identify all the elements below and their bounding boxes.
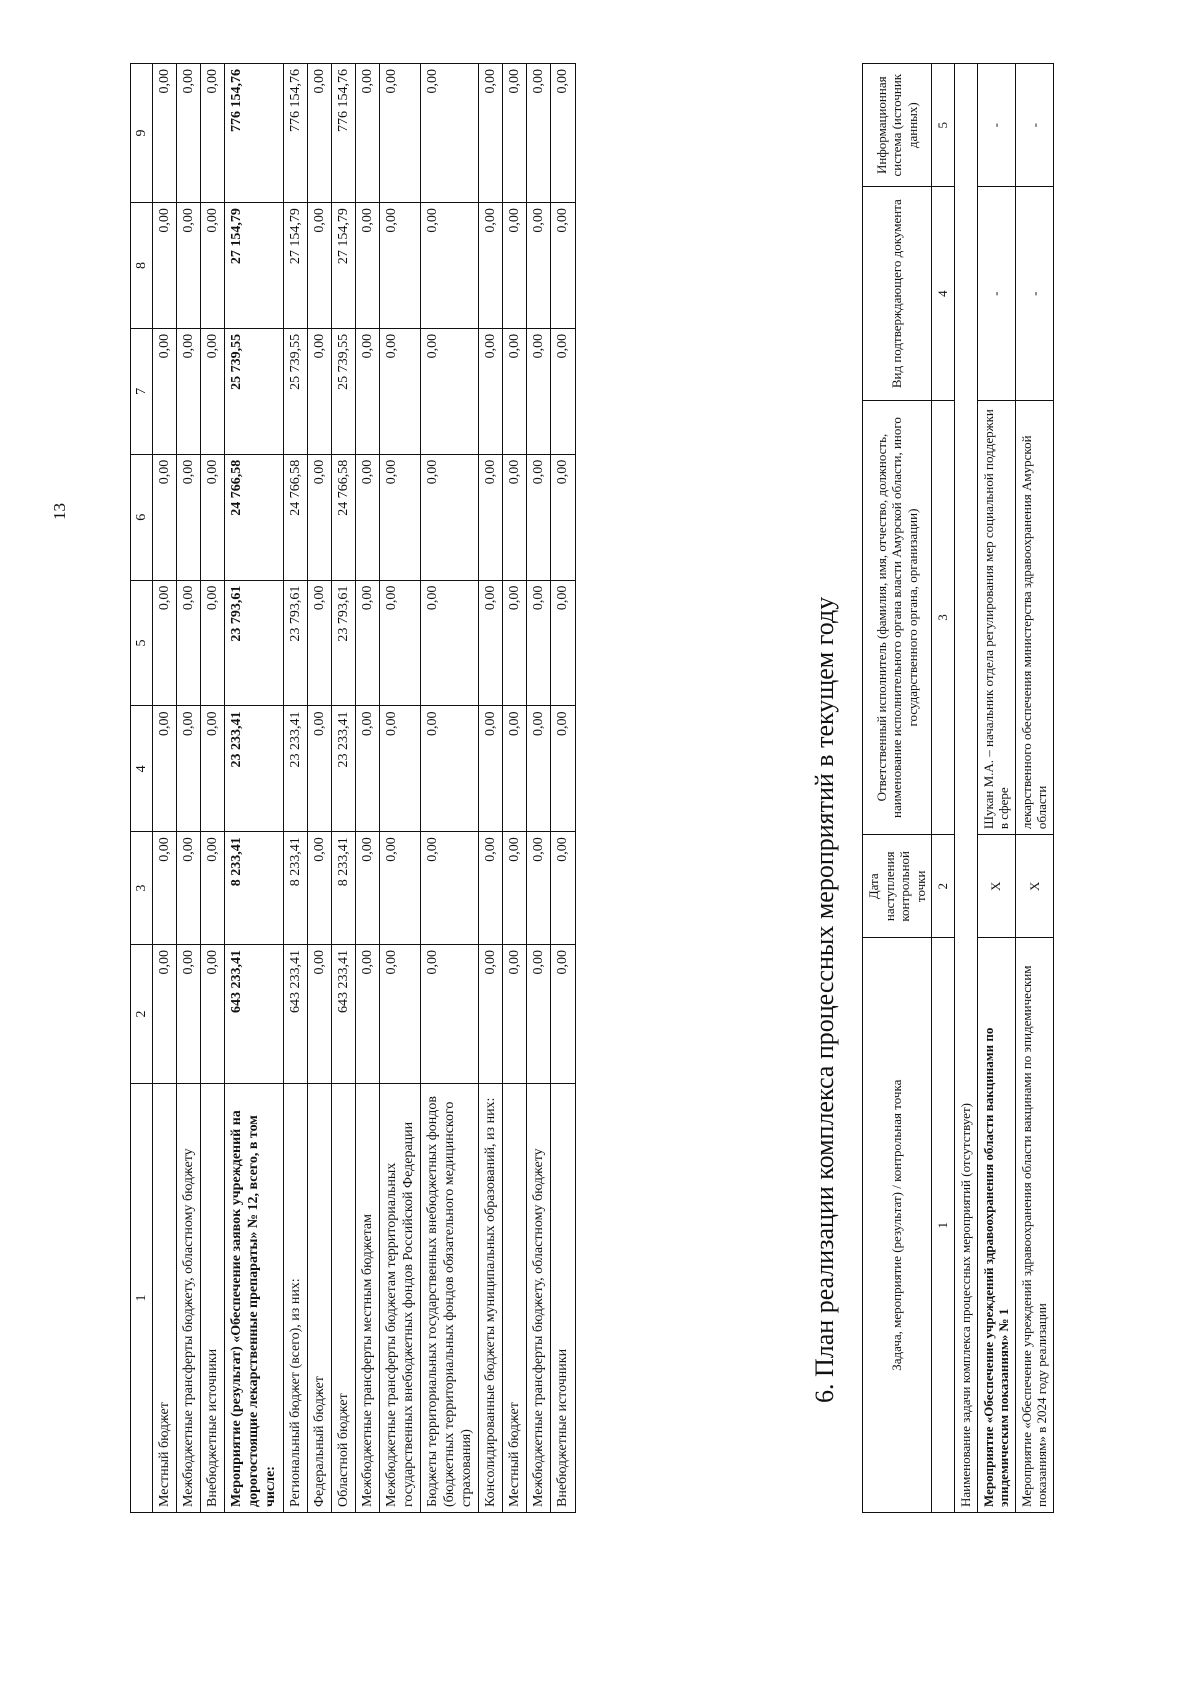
table-cell-value: 0,00 [177,454,201,580]
table-cell-value: 0,00 [527,203,551,329]
table-cell-value: 0,00 [527,454,551,580]
plan-cell-5: - [977,64,1015,187]
table-cell-value: 0,00 [153,64,177,203]
table-cell-value: 0,00 [355,706,379,832]
plan-header-number-4: 4 [932,187,955,401]
row-label: Межбюджетные трансферты бюджету, областному бюджету [527,1084,551,1513]
table-cell-value: 0,00 [307,580,331,706]
row-label: Мероприятие (результат) «Обеспечение заявок учреждений на дорогостоящие лекарственные препараты» № 12, всего, в том числе: [225,1084,283,1513]
table-cell-value: 0,00 [479,454,503,580]
table-cell-value: 0,00 [355,580,379,706]
budget-header-9: 9 [131,64,153,203]
table-cell-value: 0,00 [177,64,201,203]
plan-cell-5: - [1015,64,1053,187]
table-cell-value: 0,00 [177,832,201,945]
budget-header-1: 1 [131,1084,153,1513]
plan-cell-2: X [977,835,1015,938]
table-cell-value: 23 233,41 [225,706,283,832]
plan-table-body [954,64,1053,1513]
table-cell-value: 0,00 [355,454,379,580]
row-label: Межбюджетные трансферты бюджету, областному бюджету [177,1084,201,1513]
table-cell-value: 0,00 [379,328,420,454]
table-cell-value: 0,00 [379,203,420,329]
table-cell-value: 0,00 [177,580,201,706]
table-cell-value: 0,00 [153,832,177,945]
plan-cell-4: - [977,187,1015,401]
table-cell-value: 0,00 [479,945,503,1084]
table-cell-value: 8 233,41 [331,832,355,945]
plan-task-row [954,64,977,1513]
row-label: Межбюджетные трансферты бюджетам территориальных государственных внебюджетных фондов Российской Федерации [379,1084,420,1513]
table-cell-value: 0,00 [551,945,575,1084]
table-cell-value: 25 739,55 [283,328,307,454]
table-cell-value: 0,00 [551,328,575,454]
table-cell-value: 0,00 [527,328,551,454]
table-cell-value: 27 154,79 [283,203,307,329]
table-cell-value: 0,00 [527,64,551,203]
table-cell-value: 0,00 [153,454,177,580]
table-cell-value: 0,00 [421,580,479,706]
table-cell-value: 0,00 [201,454,225,580]
section-heading [810,103,840,1403]
table-row [307,64,331,1513]
table-cell-value: 0,00 [421,945,479,1084]
plan-header-document: Вид подтверждающего документа [863,187,932,401]
plan-header-task: Задача, мероприятие (результат) / контрольная точка [863,938,932,1513]
table-cell-value: 0,00 [201,203,225,329]
table-cell-value: 0,00 [503,454,527,580]
plan-header-number-1: 1 [932,938,955,1513]
table-cell-value: 0,00 [551,832,575,945]
plan-cell-1: Мероприятие «Обеспечение учреждений здравоохранения области вакцинами по эпидемическим показаниям» № 1 [977,938,1015,1513]
table-row [283,64,307,1513]
table-row [355,64,379,1513]
table-cell-value: 0,00 [201,832,225,945]
table-cell-value: 643 233,41 [283,945,307,1084]
row-label: Бюджеты территориальных государственных внебюджетных фондов (бюджетных территориальных фондов обязательного медицинского страхования) [421,1084,479,1513]
table-cell-value: 23 793,61 [225,580,283,706]
row-label: Областной бюджет [331,1084,355,1513]
plan-header-number-5: 5 [932,64,955,187]
table-cell-value: 0,00 [379,64,420,203]
table-cell-value: 0,00 [307,945,331,1084]
plan-header-number-2: 2 [932,835,955,938]
table-cell-value: 24 766,58 [225,454,283,580]
table-cell-value: 776 154,76 [225,64,283,203]
table-cell-value: 643 233,41 [225,945,283,1084]
table-cell-value: 0,00 [307,832,331,945]
row-label: Федеральный бюджет [307,1084,331,1513]
table-cell-value: 0,00 [503,203,527,329]
table-cell-value: 0,00 [479,328,503,454]
table-cell-value: 0,00 [421,706,479,832]
table-cell-value: 0,00 [479,64,503,203]
budget-header-4: 4 [131,706,153,832]
table-cell-value: 24 766,58 [331,454,355,580]
table-cell-value: 0,00 [503,706,527,832]
budget-header-2: 2 [131,945,153,1084]
budget-header-3: 3 [131,832,153,945]
table-cell-value: 0,00 [551,580,575,706]
table-cell-value: 0,00 [153,706,177,832]
table-cell-value: 0,00 [379,706,420,832]
plan-table [862,63,1054,1513]
table-cell-value: 27 154,79 [225,203,283,329]
budget-table-body [153,64,575,1513]
table-cell-value: 0,00 [421,454,479,580]
table-row [379,64,420,1513]
table-cell-value: 0,00 [355,328,379,454]
table-cell-value: 0,00 [379,945,420,1084]
row-label: Внебюджетные источники [551,1084,575,1513]
section-title: План реализации комплекса процессных мероприятий в текущем году [810,596,839,1377]
table-cell-value: 0,00 [379,454,420,580]
table-cell-value: 0,00 [177,203,201,329]
table-cell-value: 27 154,79 [331,203,355,329]
table-cell-value: 0,00 [379,580,420,706]
row-label: Региональный бюджет (всего), из них: [283,1084,307,1513]
table-cell-value: 776 154,76 [331,64,355,203]
plan-header-executor: Ответственный исполнитель (фамилия, имя, отчество, должность, наименование исполнительного органа власти Амурской области, иного государственного органа, организации) [863,400,932,834]
plan-header-system: Информационная система (источник данных) [863,64,932,187]
table-cell-value: 0,00 [307,64,331,203]
table-row [503,64,527,1513]
table-cell-value: 0,00 [421,64,479,203]
plan-task-cell: Наименование задачи комплекса процессных мероприятий (отсутствует) [954,64,977,1513]
table-cell-value: 0,00 [503,945,527,1084]
table-cell-value: 8 233,41 [225,832,283,945]
table-row [551,64,575,1513]
table-row [331,64,355,1513]
table-cell-value: 0,00 [421,328,479,454]
row-label: Местный бюджет [503,1084,527,1513]
table-cell-value: 25 739,55 [331,328,355,454]
plan-cell-3: лекарственного обеспечения министерства здравоохранения Амурской области [1015,400,1053,834]
plan-table-header-row [863,64,932,1513]
row-label: Межбюджетные трансферты местным бюджетам [355,1084,379,1513]
plan-row [1015,64,1053,1513]
plan-cell-2: X [1015,835,1053,938]
table-cell-value: 0,00 [527,945,551,1084]
table-cell-value: 0,00 [201,64,225,203]
budget-table [130,63,576,1513]
table-cell-value: 0,00 [153,203,177,329]
table-cell-value: 0,00 [527,706,551,832]
table-cell-value: 0,00 [421,203,479,329]
table-cell-value: 23 793,61 [283,580,307,706]
plan-cell-4: - [1015,187,1053,401]
table-cell-value: 0,00 [503,832,527,945]
page-number: 13 [50,503,69,520]
table-row [177,64,201,1513]
table-cell-value: 643 233,41 [331,945,355,1084]
budget-header-7: 7 [131,328,153,454]
table-cell-value: 23 793,61 [331,580,355,706]
table-row [421,64,479,1513]
table-cell-value: 0,00 [379,832,420,945]
table-cell-value: 0,00 [355,64,379,203]
table-cell-value: 0,00 [479,580,503,706]
budget-header-5: 5 [131,580,153,706]
table-cell-value: 0,00 [307,706,331,832]
plan-cell-1: Мероприятие «Обеспечение учреждений здравоохранения области вакцинами по эпидемическим показаниям» в 2024 году реализации [1015,938,1053,1513]
table-cell-value: 0,00 [503,64,527,203]
plan-header-date: Дата наступления контрольной точки [863,835,932,938]
table-cell-value: 0,00 [153,945,177,1084]
table-cell-value: 0,00 [307,328,331,454]
plan-header-number-3: 3 [932,400,955,834]
table-cell-value: 0,00 [479,706,503,832]
table-cell-value: 0,00 [503,580,527,706]
row-label: Внебюджетные источники [201,1084,225,1513]
table-cell-value: 0,00 [153,580,177,706]
row-label: Местный бюджет [153,1084,177,1513]
table-cell-value: 0,00 [177,328,201,454]
table-cell-value: 24 766,58 [283,454,307,580]
table-cell-value: 0,00 [421,832,479,945]
table-cell-value: 0,00 [201,706,225,832]
table-cell-value: 0,00 [201,328,225,454]
table-cell-value: 0,00 [201,945,225,1084]
table-cell-value: 0,00 [177,945,201,1084]
table-cell-value: 776 154,76 [283,64,307,203]
table-cell-value: 0,00 [153,328,177,454]
table-cell-value: 0,00 [551,454,575,580]
table-cell-value: 0,00 [551,706,575,832]
table-cell-value: 0,00 [177,706,201,832]
table-cell-value: 0,00 [479,832,503,945]
table-row [201,64,225,1513]
section-number: 6. [810,1383,839,1403]
table-cell-value: 0,00 [527,832,551,945]
table-cell-value: 0,00 [355,945,379,1084]
table-cell-value: 23 233,41 [283,706,307,832]
table-cell-value: 23 233,41 [331,706,355,832]
table-cell-value: 25 739,55 [225,328,283,454]
table-cell-value: 8 233,41 [283,832,307,945]
table-cell-value: 0,00 [355,832,379,945]
plan-cell-3: Шукан М.А. – начальник отдела регулирования мер социальной поддержки в сфере [977,400,1015,834]
budget-table-header-row [131,64,153,1513]
plan-table-number-row [932,64,955,1513]
table-cell-value: 0,00 [307,454,331,580]
row-label: Консолидированные бюджеты муниципальных образований, из них: [479,1084,503,1513]
budget-header-8: 8 [131,203,153,329]
plan-row [977,64,1015,1513]
table-cell-value: 0,00 [527,580,551,706]
budget-header-6: 6 [131,454,153,580]
table-cell-value: 0,00 [355,203,379,329]
table-row [527,64,551,1513]
table-cell-value: 0,00 [503,328,527,454]
table-row [479,64,503,1513]
table-cell-value: 0,00 [307,203,331,329]
table-cell-value: 0,00 [551,203,575,329]
rotated-page [50,53,1150,1653]
table-cell-value: 0,00 [201,580,225,706]
table-cell-value: 0,00 [479,203,503,329]
table-cell-value: 0,00 [551,64,575,203]
table-row [225,64,283,1513]
table-row [153,64,177,1513]
